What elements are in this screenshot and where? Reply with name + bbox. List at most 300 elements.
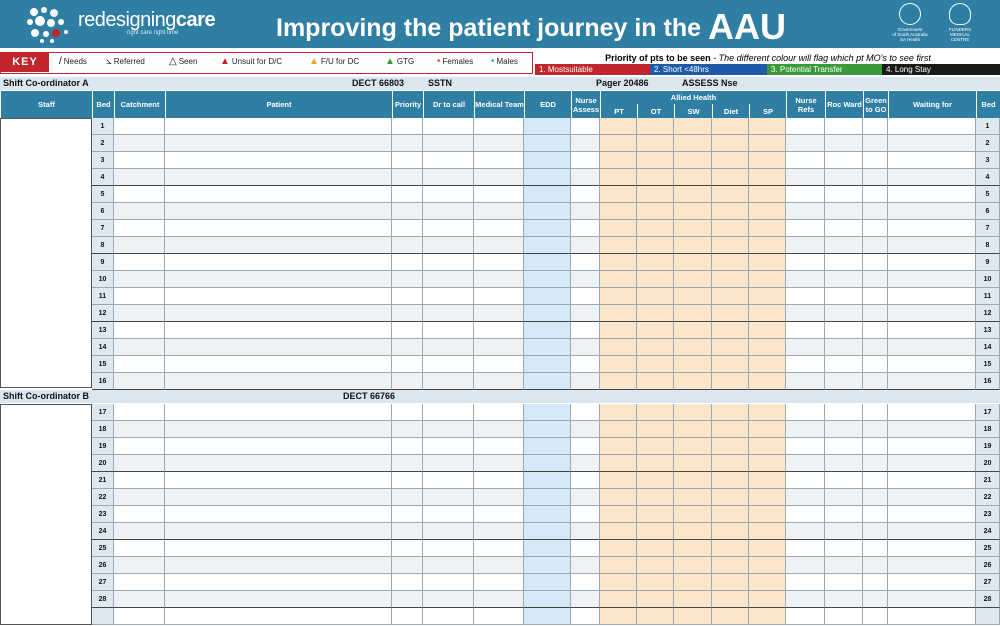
cell-nurse-refs[interactable]	[786, 523, 825, 540]
cell-patient[interactable]	[165, 118, 392, 135]
cell-pt[interactable]	[600, 404, 637, 421]
cell-roc-ward[interactable]	[825, 438, 863, 455]
cell-green-to-go[interactable]	[863, 438, 888, 455]
cell-pt[interactable]	[600, 373, 637, 390]
cell-waiting-for[interactable]	[888, 118, 976, 135]
cell-pt[interactable]	[600, 438, 637, 455]
cell-sp[interactable]	[749, 472, 786, 489]
cell-sp[interactable]	[749, 608, 786, 625]
cell-patient[interactable]	[165, 438, 392, 455]
cell-sp[interactable]	[749, 339, 786, 356]
cell-nurse-refs[interactable]	[786, 540, 825, 557]
cell-dr-to-call[interactable]	[423, 523, 474, 540]
cell-sp[interactable]	[749, 203, 786, 220]
cell-patient[interactable]	[165, 404, 392, 421]
cell-sw[interactable]	[674, 591, 712, 608]
cell-pt[interactable]	[600, 169, 637, 186]
cell-catchment[interactable]	[114, 489, 165, 506]
cell-waiting-for[interactable]	[888, 339, 976, 356]
cell-edd[interactable]	[524, 135, 571, 152]
cell-medical-team[interactable]	[474, 373, 524, 390]
cell-green-to-go[interactable]	[863, 135, 888, 152]
cell-waiting-for[interactable]	[888, 305, 976, 322]
cell-dr-to-call[interactable]	[423, 591, 474, 608]
cell-priority[interactable]	[392, 540, 423, 557]
cell-catchment[interactable]	[114, 322, 165, 339]
cell-ot[interactable]	[637, 152, 674, 169]
cell-priority[interactable]	[392, 373, 423, 390]
cell-waiting-for[interactable]	[888, 203, 976, 220]
cell-priority[interactable]	[392, 169, 423, 186]
cell-nurse-assess[interactable]	[571, 220, 600, 237]
cell-nurse-assess[interactable]	[571, 288, 600, 305]
cell-medical-team[interactable]	[474, 472, 524, 489]
cell-diet[interactable]	[712, 339, 749, 356]
cell-pt[interactable]	[600, 356, 637, 373]
cell-medical-team[interactable]	[474, 438, 524, 455]
cell-waiting-for[interactable]	[888, 322, 976, 339]
cell-priority[interactable]	[392, 254, 423, 271]
cell-edd[interactable]	[524, 373, 571, 390]
cell-sw[interactable]	[674, 203, 712, 220]
cell-waiting-for[interactable]	[888, 356, 976, 373]
cell-diet[interactable]	[712, 438, 749, 455]
cell-diet[interactable]	[712, 288, 749, 305]
cell-waiting-for[interactable]	[888, 455, 976, 472]
cell-green-to-go[interactable]	[863, 455, 888, 472]
cell-sw[interactable]	[674, 356, 712, 373]
cell-ot[interactable]	[637, 356, 674, 373]
cell-nurse-assess[interactable]	[571, 271, 600, 288]
cell-patient[interactable]	[165, 237, 392, 254]
cell-patient[interactable]	[165, 271, 392, 288]
cell-nurse-assess[interactable]	[571, 118, 600, 135]
cell-pt[interactable]	[600, 506, 637, 523]
cell-diet[interactable]	[712, 254, 749, 271]
cell-green-to-go[interactable]	[863, 608, 888, 625]
cell-catchment[interactable]	[114, 523, 165, 540]
cell-sw[interactable]	[674, 472, 712, 489]
cell-medical-team[interactable]	[474, 523, 524, 540]
cell-roc-ward[interactable]	[825, 472, 863, 489]
cell-dr-to-call[interactable]	[423, 356, 474, 373]
cell-nurse-refs[interactable]	[786, 489, 825, 506]
cell-waiting-for[interactable]	[888, 404, 976, 421]
cell-green-to-go[interactable]	[863, 489, 888, 506]
cell-priority[interactable]	[392, 186, 423, 203]
cell-diet[interactable]	[712, 237, 749, 254]
cell-roc-ward[interactable]	[825, 540, 863, 557]
cell-nurse-assess[interactable]	[571, 186, 600, 203]
cell-pt[interactable]	[600, 557, 637, 574]
cell-sw[interactable]	[674, 254, 712, 271]
cell-ot[interactable]	[637, 506, 674, 523]
cell-sw[interactable]	[674, 506, 712, 523]
cell-dr-to-call[interactable]	[423, 305, 474, 322]
cell-diet[interactable]	[712, 322, 749, 339]
cell-pt[interactable]	[600, 455, 637, 472]
cell-ot[interactable]	[637, 438, 674, 455]
cell-edd[interactable]	[524, 356, 571, 373]
cell-medical-team[interactable]	[474, 237, 524, 254]
cell-pt[interactable]	[600, 574, 637, 591]
cell-roc-ward[interactable]	[825, 254, 863, 271]
cell-catchment[interactable]	[114, 288, 165, 305]
cell-priority[interactable]	[392, 118, 423, 135]
cell-patient[interactable]	[165, 305, 392, 322]
cell-dr-to-call[interactable]	[423, 472, 474, 489]
cell-patient[interactable]	[165, 356, 392, 373]
cell-medical-team[interactable]	[474, 540, 524, 557]
cell-pt[interactable]	[600, 523, 637, 540]
cell-roc-ward[interactable]	[825, 506, 863, 523]
cell-roc-ward[interactable]	[825, 523, 863, 540]
cell-sw[interactable]	[674, 455, 712, 472]
cell-nurse-assess[interactable]	[571, 540, 600, 557]
cell-edd[interactable]	[524, 203, 571, 220]
cell-nurse-assess[interactable]	[571, 152, 600, 169]
cell-waiting-for[interactable]	[888, 169, 976, 186]
cell-pt[interactable]	[600, 203, 637, 220]
cell-green-to-go[interactable]	[863, 373, 888, 390]
cell-sp[interactable]	[749, 489, 786, 506]
cell-medical-team[interactable]	[474, 404, 524, 421]
cell-priority[interactable]	[392, 339, 423, 356]
cell-ot[interactable]	[637, 203, 674, 220]
cell-roc-ward[interactable]	[825, 322, 863, 339]
cell-patient[interactable]	[165, 339, 392, 356]
cell-ot[interactable]	[637, 339, 674, 356]
cell-diet[interactable]	[712, 135, 749, 152]
cell-nurse-assess[interactable]	[571, 472, 600, 489]
cell-sp[interactable]	[749, 118, 786, 135]
cell-pt[interactable]	[600, 186, 637, 203]
cell-diet[interactable]	[712, 220, 749, 237]
cell-sp[interactable]	[749, 288, 786, 305]
cell-ot[interactable]	[637, 186, 674, 203]
cell-nurse-assess[interactable]	[571, 438, 600, 455]
cell-pt[interactable]	[600, 322, 637, 339]
cell-sp[interactable]	[749, 557, 786, 574]
cell-dr-to-call[interactable]	[423, 608, 474, 625]
cell-diet[interactable]	[712, 118, 749, 135]
cell-waiting-for[interactable]	[888, 489, 976, 506]
cell-sp[interactable]	[749, 322, 786, 339]
cell-green-to-go[interactable]	[863, 540, 888, 557]
cell-edd[interactable]	[524, 237, 571, 254]
cell-catchment[interactable]	[114, 574, 165, 591]
cell-waiting-for[interactable]	[888, 421, 976, 438]
cell-catchment[interactable]	[114, 472, 165, 489]
cell-nurse-assess[interactable]	[571, 305, 600, 322]
cell-waiting-for[interactable]	[888, 523, 976, 540]
cell-nurse-refs[interactable]	[786, 339, 825, 356]
cell-patient[interactable]	[165, 523, 392, 540]
cell-edd[interactable]	[524, 557, 571, 574]
cell-nurse-refs[interactable]	[786, 472, 825, 489]
cell-priority[interactable]	[392, 237, 423, 254]
cell-green-to-go[interactable]	[863, 472, 888, 489]
cell-roc-ward[interactable]	[825, 455, 863, 472]
cell-nurse-assess[interactable]	[571, 237, 600, 254]
cell-sw[interactable]	[674, 305, 712, 322]
cell-priority[interactable]	[392, 523, 423, 540]
cell-edd[interactable]	[524, 421, 571, 438]
cell-waiting-for[interactable]	[888, 438, 976, 455]
cell-catchment[interactable]	[114, 118, 165, 135]
cell-edd[interactable]	[524, 608, 571, 625]
cell-green-to-go[interactable]	[863, 271, 888, 288]
cell-catchment[interactable]	[114, 135, 165, 152]
cell-priority[interactable]	[392, 557, 423, 574]
cell-diet[interactable]	[712, 152, 749, 169]
cell-medical-team[interactable]	[474, 339, 524, 356]
cell-roc-ward[interactable]	[825, 305, 863, 322]
cell-dr-to-call[interactable]	[423, 373, 474, 390]
cell-nurse-assess[interactable]	[571, 489, 600, 506]
staff-column-a[interactable]	[0, 118, 92, 388]
cell-sw[interactable]	[674, 220, 712, 237]
cell-waiting-for[interactable]	[888, 373, 976, 390]
cell-dr-to-call[interactable]	[423, 438, 474, 455]
cell-edd[interactable]	[524, 506, 571, 523]
cell-catchment[interactable]	[114, 254, 165, 271]
cell-sp[interactable]	[749, 356, 786, 373]
cell-pt[interactable]	[600, 608, 637, 625]
cell-edd[interactable]	[524, 523, 571, 540]
cell-nurse-assess[interactable]	[571, 523, 600, 540]
cell-edd[interactable]	[524, 186, 571, 203]
cell-roc-ward[interactable]	[825, 152, 863, 169]
cell-sp[interactable]	[749, 591, 786, 608]
cell-medical-team[interactable]	[474, 118, 524, 135]
cell-medical-team[interactable]	[474, 322, 524, 339]
cell-roc-ward[interactable]	[825, 339, 863, 356]
cell-pt[interactable]	[600, 254, 637, 271]
cell-sw[interactable]	[674, 540, 712, 557]
cell-catchment[interactable]	[114, 169, 165, 186]
cell-diet[interactable]	[712, 557, 749, 574]
cell-nurse-refs[interactable]	[786, 574, 825, 591]
cell-roc-ward[interactable]	[825, 203, 863, 220]
cell-medical-team[interactable]	[474, 203, 524, 220]
cell-pt[interactable]	[600, 220, 637, 237]
cell-edd[interactable]	[524, 404, 571, 421]
cell-sp[interactable]	[749, 421, 786, 438]
cell-pt[interactable]	[600, 339, 637, 356]
cell-ot[interactable]	[637, 169, 674, 186]
cell-nurse-refs[interactable]	[786, 421, 825, 438]
cell-pt[interactable]	[600, 489, 637, 506]
cell-sp[interactable]	[749, 574, 786, 591]
cell-pt[interactable]	[600, 271, 637, 288]
cell-edd[interactable]	[524, 271, 571, 288]
cell-nurse-assess[interactable]	[571, 506, 600, 523]
cell-diet[interactable]	[712, 373, 749, 390]
cell-edd[interactable]	[524, 438, 571, 455]
cell-ot[interactable]	[637, 254, 674, 271]
cell-roc-ward[interactable]	[825, 186, 863, 203]
cell-ot[interactable]	[637, 322, 674, 339]
cell-medical-team[interactable]	[474, 271, 524, 288]
cell-dr-to-call[interactable]	[423, 557, 474, 574]
cell-sp[interactable]	[749, 305, 786, 322]
cell-nurse-refs[interactable]	[786, 455, 825, 472]
cell-green-to-go[interactable]	[863, 254, 888, 271]
cell-patient[interactable]	[165, 591, 392, 608]
cell-roc-ward[interactable]	[825, 608, 863, 625]
cell-sw[interactable]	[674, 288, 712, 305]
cell-dr-to-call[interactable]	[423, 186, 474, 203]
cell-sp[interactable]	[749, 523, 786, 540]
cell-green-to-go[interactable]	[863, 591, 888, 608]
cell-dr-to-call[interactable]	[423, 271, 474, 288]
cell-green-to-go[interactable]	[863, 152, 888, 169]
cell-sp[interactable]	[749, 220, 786, 237]
cell-waiting-for[interactable]	[888, 254, 976, 271]
cell-nurse-assess[interactable]	[571, 203, 600, 220]
cell-dr-to-call[interactable]	[423, 421, 474, 438]
cell-edd[interactable]	[524, 118, 571, 135]
cell-nurse-assess[interactable]	[571, 591, 600, 608]
cell-catchment[interactable]	[114, 455, 165, 472]
cell-medical-team[interactable]	[474, 186, 524, 203]
cell-nurse-refs[interactable]	[786, 438, 825, 455]
cell-green-to-go[interactable]	[863, 523, 888, 540]
cell-ot[interactable]	[637, 373, 674, 390]
cell-catchment[interactable]	[114, 438, 165, 455]
cell-nurse-refs[interactable]	[786, 305, 825, 322]
cell-sw[interactable]	[674, 523, 712, 540]
cell-catchment[interactable]	[114, 608, 165, 625]
cell-dr-to-call[interactable]	[423, 506, 474, 523]
cell-waiting-for[interactable]	[888, 574, 976, 591]
cell-roc-ward[interactable]	[825, 421, 863, 438]
cell-waiting-for[interactable]	[888, 608, 976, 625]
cell-pt[interactable]	[600, 421, 637, 438]
cell-ot[interactable]	[637, 421, 674, 438]
cell-priority[interactable]	[392, 271, 423, 288]
cell-nurse-refs[interactable]	[786, 404, 825, 421]
cell-sw[interactable]	[674, 169, 712, 186]
cell-medical-team[interactable]	[474, 220, 524, 237]
cell-patient[interactable]	[165, 540, 392, 557]
cell-patient[interactable]	[165, 472, 392, 489]
cell-dr-to-call[interactable]	[423, 339, 474, 356]
cell-roc-ward[interactable]	[825, 271, 863, 288]
cell-catchment[interactable]	[114, 404, 165, 421]
cell-dr-to-call[interactable]	[423, 220, 474, 237]
cell-roc-ward[interactable]	[825, 591, 863, 608]
cell-sw[interactable]	[674, 322, 712, 339]
cell-nurse-refs[interactable]	[786, 237, 825, 254]
cell-medical-team[interactable]	[474, 489, 524, 506]
cell-pt[interactable]	[600, 237, 637, 254]
cell-edd[interactable]	[524, 574, 571, 591]
cell-sw[interactable]	[674, 489, 712, 506]
cell-roc-ward[interactable]	[825, 288, 863, 305]
cell-green-to-go[interactable]	[863, 118, 888, 135]
cell-green-to-go[interactable]	[863, 339, 888, 356]
cell-catchment[interactable]	[114, 557, 165, 574]
cell-pt[interactable]	[600, 472, 637, 489]
cell-ot[interactable]	[637, 591, 674, 608]
cell-medical-team[interactable]	[474, 557, 524, 574]
cell-nurse-refs[interactable]	[786, 506, 825, 523]
cell-nurse-assess[interactable]	[571, 322, 600, 339]
cell-diet[interactable]	[712, 203, 749, 220]
cell-sw[interactable]	[674, 608, 712, 625]
cell-edd[interactable]	[524, 489, 571, 506]
cell-ot[interactable]	[637, 523, 674, 540]
cell-green-to-go[interactable]	[863, 574, 888, 591]
cell-dr-to-call[interactable]	[423, 203, 474, 220]
cell-priority[interactable]	[392, 455, 423, 472]
cell-nurse-assess[interactable]	[571, 356, 600, 373]
cell-pt[interactable]	[600, 288, 637, 305]
cell-nurse-refs[interactable]	[786, 220, 825, 237]
cell-sw[interactable]	[674, 557, 712, 574]
cell-nurse-assess[interactable]	[571, 373, 600, 390]
cell-sp[interactable]	[749, 438, 786, 455]
cell-ot[interactable]	[637, 608, 674, 625]
cell-patient[interactable]	[165, 135, 392, 152]
cell-sw[interactable]	[674, 373, 712, 390]
cell-priority[interactable]	[392, 152, 423, 169]
cell-priority[interactable]	[392, 489, 423, 506]
cell-roc-ward[interactable]	[825, 489, 863, 506]
cell-roc-ward[interactable]	[825, 135, 863, 152]
cell-edd[interactable]	[524, 254, 571, 271]
cell-patient[interactable]	[165, 421, 392, 438]
cell-medical-team[interactable]	[474, 135, 524, 152]
cell-green-to-go[interactable]	[863, 186, 888, 203]
cell-sw[interactable]	[674, 404, 712, 421]
cell-patient[interactable]	[165, 254, 392, 271]
cell-sp[interactable]	[749, 506, 786, 523]
cell-diet[interactable]	[712, 591, 749, 608]
cell-green-to-go[interactable]	[863, 169, 888, 186]
cell-catchment[interactable]	[114, 373, 165, 390]
cell-medical-team[interactable]	[474, 305, 524, 322]
cell-catchment[interactable]	[114, 356, 165, 373]
cell-sp[interactable]	[749, 455, 786, 472]
cell-priority[interactable]	[392, 472, 423, 489]
cell-nurse-assess[interactable]	[571, 557, 600, 574]
cell-diet[interactable]	[712, 404, 749, 421]
cell-patient[interactable]	[165, 322, 392, 339]
cell-priority[interactable]	[392, 421, 423, 438]
cell-patient[interactable]	[165, 288, 392, 305]
cell-waiting-for[interactable]	[888, 472, 976, 489]
cell-nurse-refs[interactable]	[786, 322, 825, 339]
cell-waiting-for[interactable]	[888, 591, 976, 608]
cell-nurse-assess[interactable]	[571, 254, 600, 271]
cell-waiting-for[interactable]	[888, 288, 976, 305]
cell-green-to-go[interactable]	[863, 322, 888, 339]
cell-ot[interactable]	[637, 237, 674, 254]
cell-roc-ward[interactable]	[825, 574, 863, 591]
cell-nurse-refs[interactable]	[786, 288, 825, 305]
cell-diet[interactable]	[712, 523, 749, 540]
cell-ot[interactable]	[637, 288, 674, 305]
cell-medical-team[interactable]	[474, 574, 524, 591]
cell-catchment[interactable]	[114, 339, 165, 356]
cell-medical-team[interactable]	[474, 591, 524, 608]
cell-green-to-go[interactable]	[863, 288, 888, 305]
cell-waiting-for[interactable]	[888, 152, 976, 169]
cell-patient[interactable]	[165, 373, 392, 390]
